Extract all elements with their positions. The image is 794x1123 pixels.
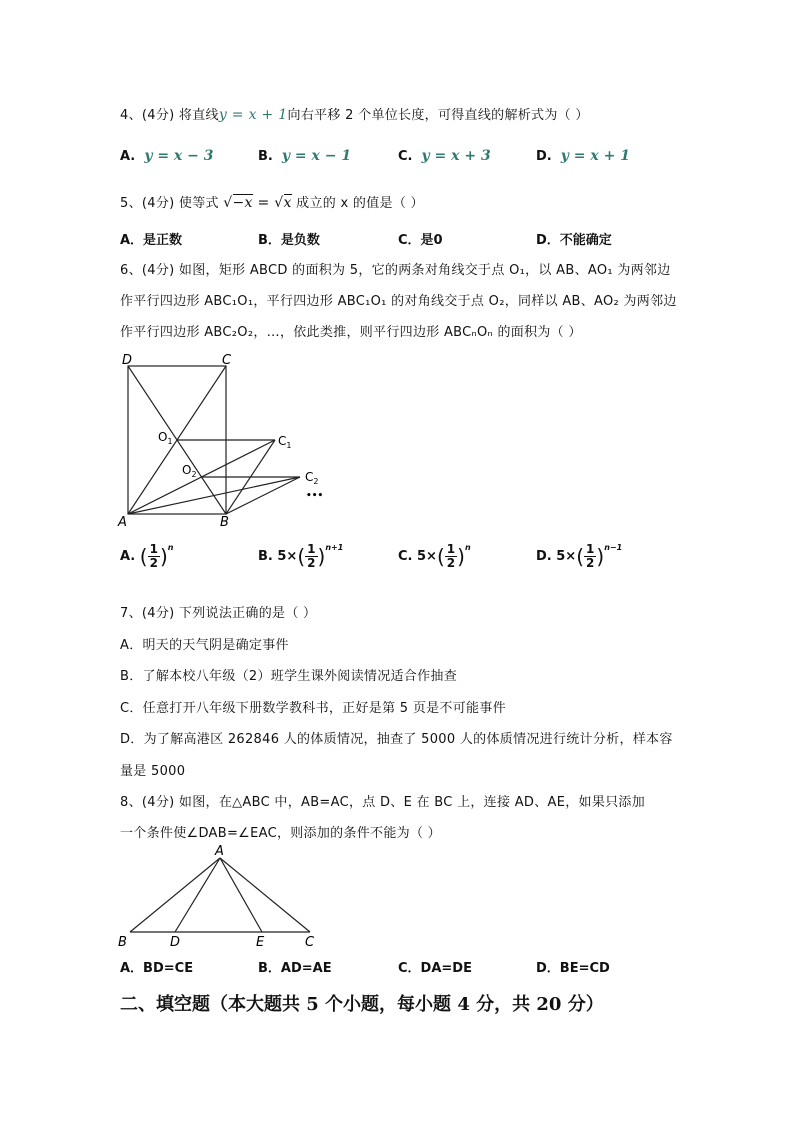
q5-option-d: D．不能确定 xyxy=(536,233,612,248)
q8-label-d: D xyxy=(170,935,181,950)
q8-option-d: D．BE=CD xyxy=(536,961,610,976)
q4-stem-text: 4、(4分) 将直线 xyxy=(120,108,219,123)
section-title: 二、填空题（本大题共 5 个小题，每小题 4 分，共 20 分） xyxy=(120,994,604,1015)
q6-option-b: B. 5×( $\frac{1}{2}$ )$^{n+1}$ xyxy=(258,542,344,570)
q6-line-bc2 xyxy=(226,477,300,514)
q4-stem-math: y = x + 1 xyxy=(218,107,288,123)
q6-option-d: D. 5×( $\frac{1}{2}$ )$^{n-1}$ xyxy=(536,542,623,570)
q5-stem xyxy=(120,192,424,211)
q8-triangle-figure xyxy=(112,842,322,950)
q7-option-a: A．明天的天气阴是确定事件 xyxy=(120,638,289,653)
q8-figure-lines xyxy=(130,858,310,932)
q8-line-ac xyxy=(220,858,310,932)
q8-label-b: B xyxy=(118,935,127,950)
q7-stem: 7、(4分) 下列说法正确的是（ ） xyxy=(120,606,317,621)
q4-option-b: B. y = x − 1 xyxy=(258,148,352,164)
q5-option-c: C．是0 xyxy=(398,233,443,248)
q6-rectangle-figure xyxy=(110,348,340,530)
q8-label-c: C xyxy=(305,935,315,950)
q6-label-b: B xyxy=(220,515,229,530)
q4-stem-text-2: 向右平移 2 个单位长度，可得直线的解析式为（ ） xyxy=(287,108,589,123)
q8-label-e: E xyxy=(256,935,265,950)
q7-option-c: C．任意打开八年级下册数学教科书，正好是第 5 页是不可能事件 xyxy=(120,701,506,716)
q8-stem-line2: 一个条件使∠DAB=∠EAC，则添加的条件不能为（ ） xyxy=(120,826,441,841)
q8-label-a: A xyxy=(215,844,224,859)
q8-option-a: A．BD=CE xyxy=(120,961,194,976)
q6-option-c: C. 5×( $\frac{1}{2}$ )$^n$ xyxy=(398,542,471,570)
q6-label-c1: $C_1$ xyxy=(278,434,292,450)
q7-option-b: B．了解本校八年级（2）班学生课外阅读情况适合作抽查 xyxy=(120,669,457,684)
q8-line-ab xyxy=(130,858,220,932)
q8-line-ae xyxy=(220,858,262,932)
q6-label-o1: $O_1$ xyxy=(158,430,173,446)
q6-line-ac2 xyxy=(128,477,300,514)
q6-label-a: A xyxy=(118,515,127,530)
q8-option-b: B．AD=AE xyxy=(258,961,332,976)
q5-option-b: B．是负数 xyxy=(258,233,320,248)
q6-label-d: D xyxy=(122,353,133,368)
q4-option-d: D. y = x + 1 xyxy=(536,148,630,164)
q6-label-o2: $O_2$ xyxy=(182,463,197,479)
q6-option-a: A. ( $\frac{1}{2}$ )$^n$ xyxy=(120,542,174,570)
q5-equation: √−x = √x xyxy=(223,195,292,211)
q6-label-c: C xyxy=(222,353,232,368)
q7-option-d-cont: 量是 5000 xyxy=(120,764,186,779)
q6-label-c2: $C_2$ xyxy=(305,470,319,486)
q5-stem-text: 5、(4分) 使等式 xyxy=(120,196,219,211)
q6-stem-line1: 6、(4分) 如图，矩形 ABCD 的面积为 5，它的两条对角线交于点 O₁，以 AB、AO₁ 为两邻边 xyxy=(120,263,671,278)
q6-label-dots: ••• xyxy=(306,491,324,501)
q8-option-c: C．DA=DE xyxy=(398,961,472,976)
q4-option-c: C. y = x + 3 xyxy=(398,148,491,164)
q6-stem-line2: 作平行四边形 ABC₁O₁，平行四边形 ABC₁O₁ 的对角线交于点 O₂，同样以 AB、AO₂ 为两邻边 xyxy=(120,294,677,309)
q7-option-d: D．为了解高港区 262846 人的体质情况，抽查了 5000 人的体质情况进行统计分析，样本容 xyxy=(120,732,673,747)
q4-option-a: A. y = x − 3 xyxy=(120,148,214,164)
q6-stem-line3: 作平行四边形 ABC₂O₂，…，依此类推，则平行四边形 ABCₙOₙ 的面积为（ ） xyxy=(120,325,582,340)
q5-stem-text-2: 成立的 x 的值是（ ） xyxy=(296,196,424,211)
q8-line-ad xyxy=(175,858,220,932)
q6-figure-lines xyxy=(128,366,300,514)
q5-option-a: A．是正数 xyxy=(120,233,183,248)
q4-stem xyxy=(120,104,589,123)
q8-stem-line1: 8、(4分) 如图，在△ABC 中，AB=AC，点 D、E 在 BC 上，连接 AD、AE，如果只添加 xyxy=(120,795,646,810)
